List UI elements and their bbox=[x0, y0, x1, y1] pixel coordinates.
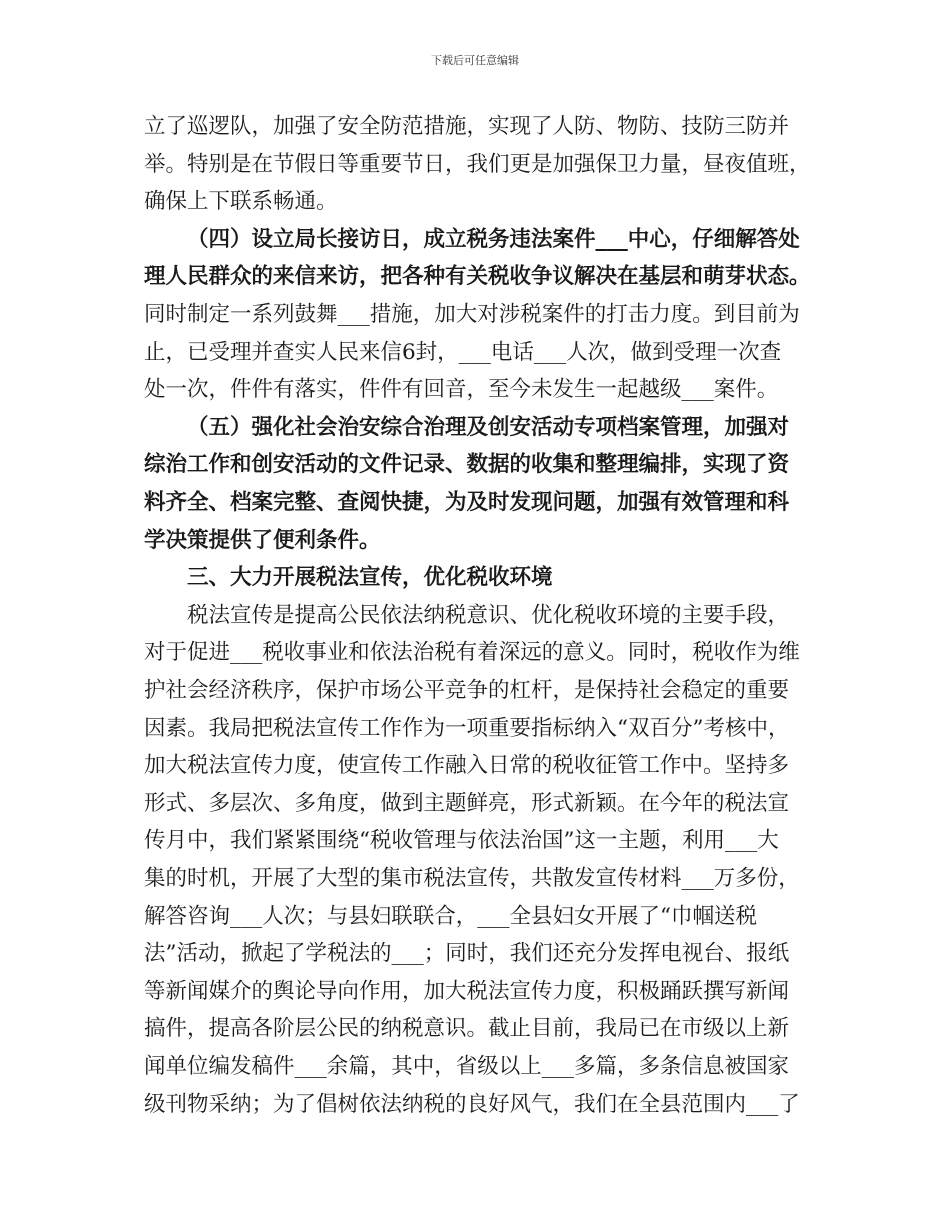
text-line: 同时制定一系列鼓舞___措施，加大对涉税案件的打击力度。到目前为 bbox=[144, 302, 800, 327]
text-line: 税法宣传是提高公民依法纳税意识、优化税收环境的主要手段， bbox=[187, 602, 790, 628]
text-line: 理人民群众的来信来访，把各种有关税收争议解决在基层和萌芽状态。 bbox=[144, 264, 811, 290]
text-line: 等新闻媒介的舆论导向作用，加大税法宣传力度，积极踊跃撰写新闻 bbox=[144, 978, 790, 1004]
text-line: 形式、多层次、多角度，做到主题鲜亮，形式新颖。在今年的税法宣 bbox=[144, 790, 790, 816]
text-line: 料齐全、档案完整、查阅快捷，为及时发现问题，加强有效管理和科 bbox=[144, 490, 790, 515]
text-line: 确保上下联系畅通。 bbox=[144, 189, 338, 215]
text-line: 三、大力开展税法宣传，优化税收环境 bbox=[187, 565, 553, 591]
text-line: 处一次，件件有落实，件件有回音，至今未发生一起越级___案件。 bbox=[144, 377, 779, 403]
text-line: 传月中，我们紧紧围绕“税收管理与依法治国”这一主题，利用___大 bbox=[144, 828, 779, 854]
text-line: （四）设立局长接访日，成立税务违法案件___中心，仔细解答处 bbox=[187, 226, 800, 252]
text-line: 解答咨询___人次；与县妇联联合，___全县妇女开展了“巾帼送税 bbox=[144, 903, 757, 929]
text-line: 搞件，提高各阶层公民的纳税意识。截止目前，我局已在市级以上新 bbox=[144, 1016, 790, 1042]
text-line: 综治工作和创安活动的文件记录、数据的收集和整理编排，实现了资 bbox=[144, 452, 790, 478]
text-line: 护社会经济秩序，保护市场公平竞争的杠杆，是保持社会稳定的重要 bbox=[144, 678, 790, 703]
text-line: 止，已受理并查实人民来信6封，___电话___人次，做到受理一次查 bbox=[144, 339, 782, 365]
text-line: 级刊物采纳；为了倡树依法纳税的良好风气，我们在全县范围内___了 bbox=[144, 1091, 800, 1117]
text-line: 学决策提供了便利条件。 bbox=[144, 527, 381, 553]
text-line: 举。特别是在节假日等重要节日，我们更是加强保卫力量，昼夜值班， bbox=[144, 151, 811, 177]
text-line: 集的时机，开展了大型的集市税法宣传，共散发宣传材料___万多份， bbox=[144, 866, 800, 891]
text-line: 对于促进___税收事业和依法治税有着深远的意义。同时，税收作为维 bbox=[144, 640, 800, 666]
text-line: 因素。我局把税法宣传工作作为一项重要指标纳入“双百分”考核中， bbox=[144, 715, 790, 741]
text-line: 立了巡逻队，加强了安全防范措施，实现了人防、物防、技防三防并 bbox=[144, 114, 790, 139]
text-line: 闻单位编发稿件___余篇，其中，省级以上___多篇，多条信息被国家 bbox=[144, 1054, 790, 1079]
text-line: 加大税法宣传力度，使宣传工作融入日常的税收征管工作中。坚持多 bbox=[144, 753, 790, 779]
page-header: 下载后可任意编辑 bbox=[431, 54, 519, 67]
text-line: （五）强化社会治安综合治理及创安活动专项档案管理，加强对 bbox=[187, 414, 790, 440]
text-line: 法”活动，掀起了学税法的___；同时，我们还充分发挥电视台、报纸 bbox=[144, 941, 790, 967]
